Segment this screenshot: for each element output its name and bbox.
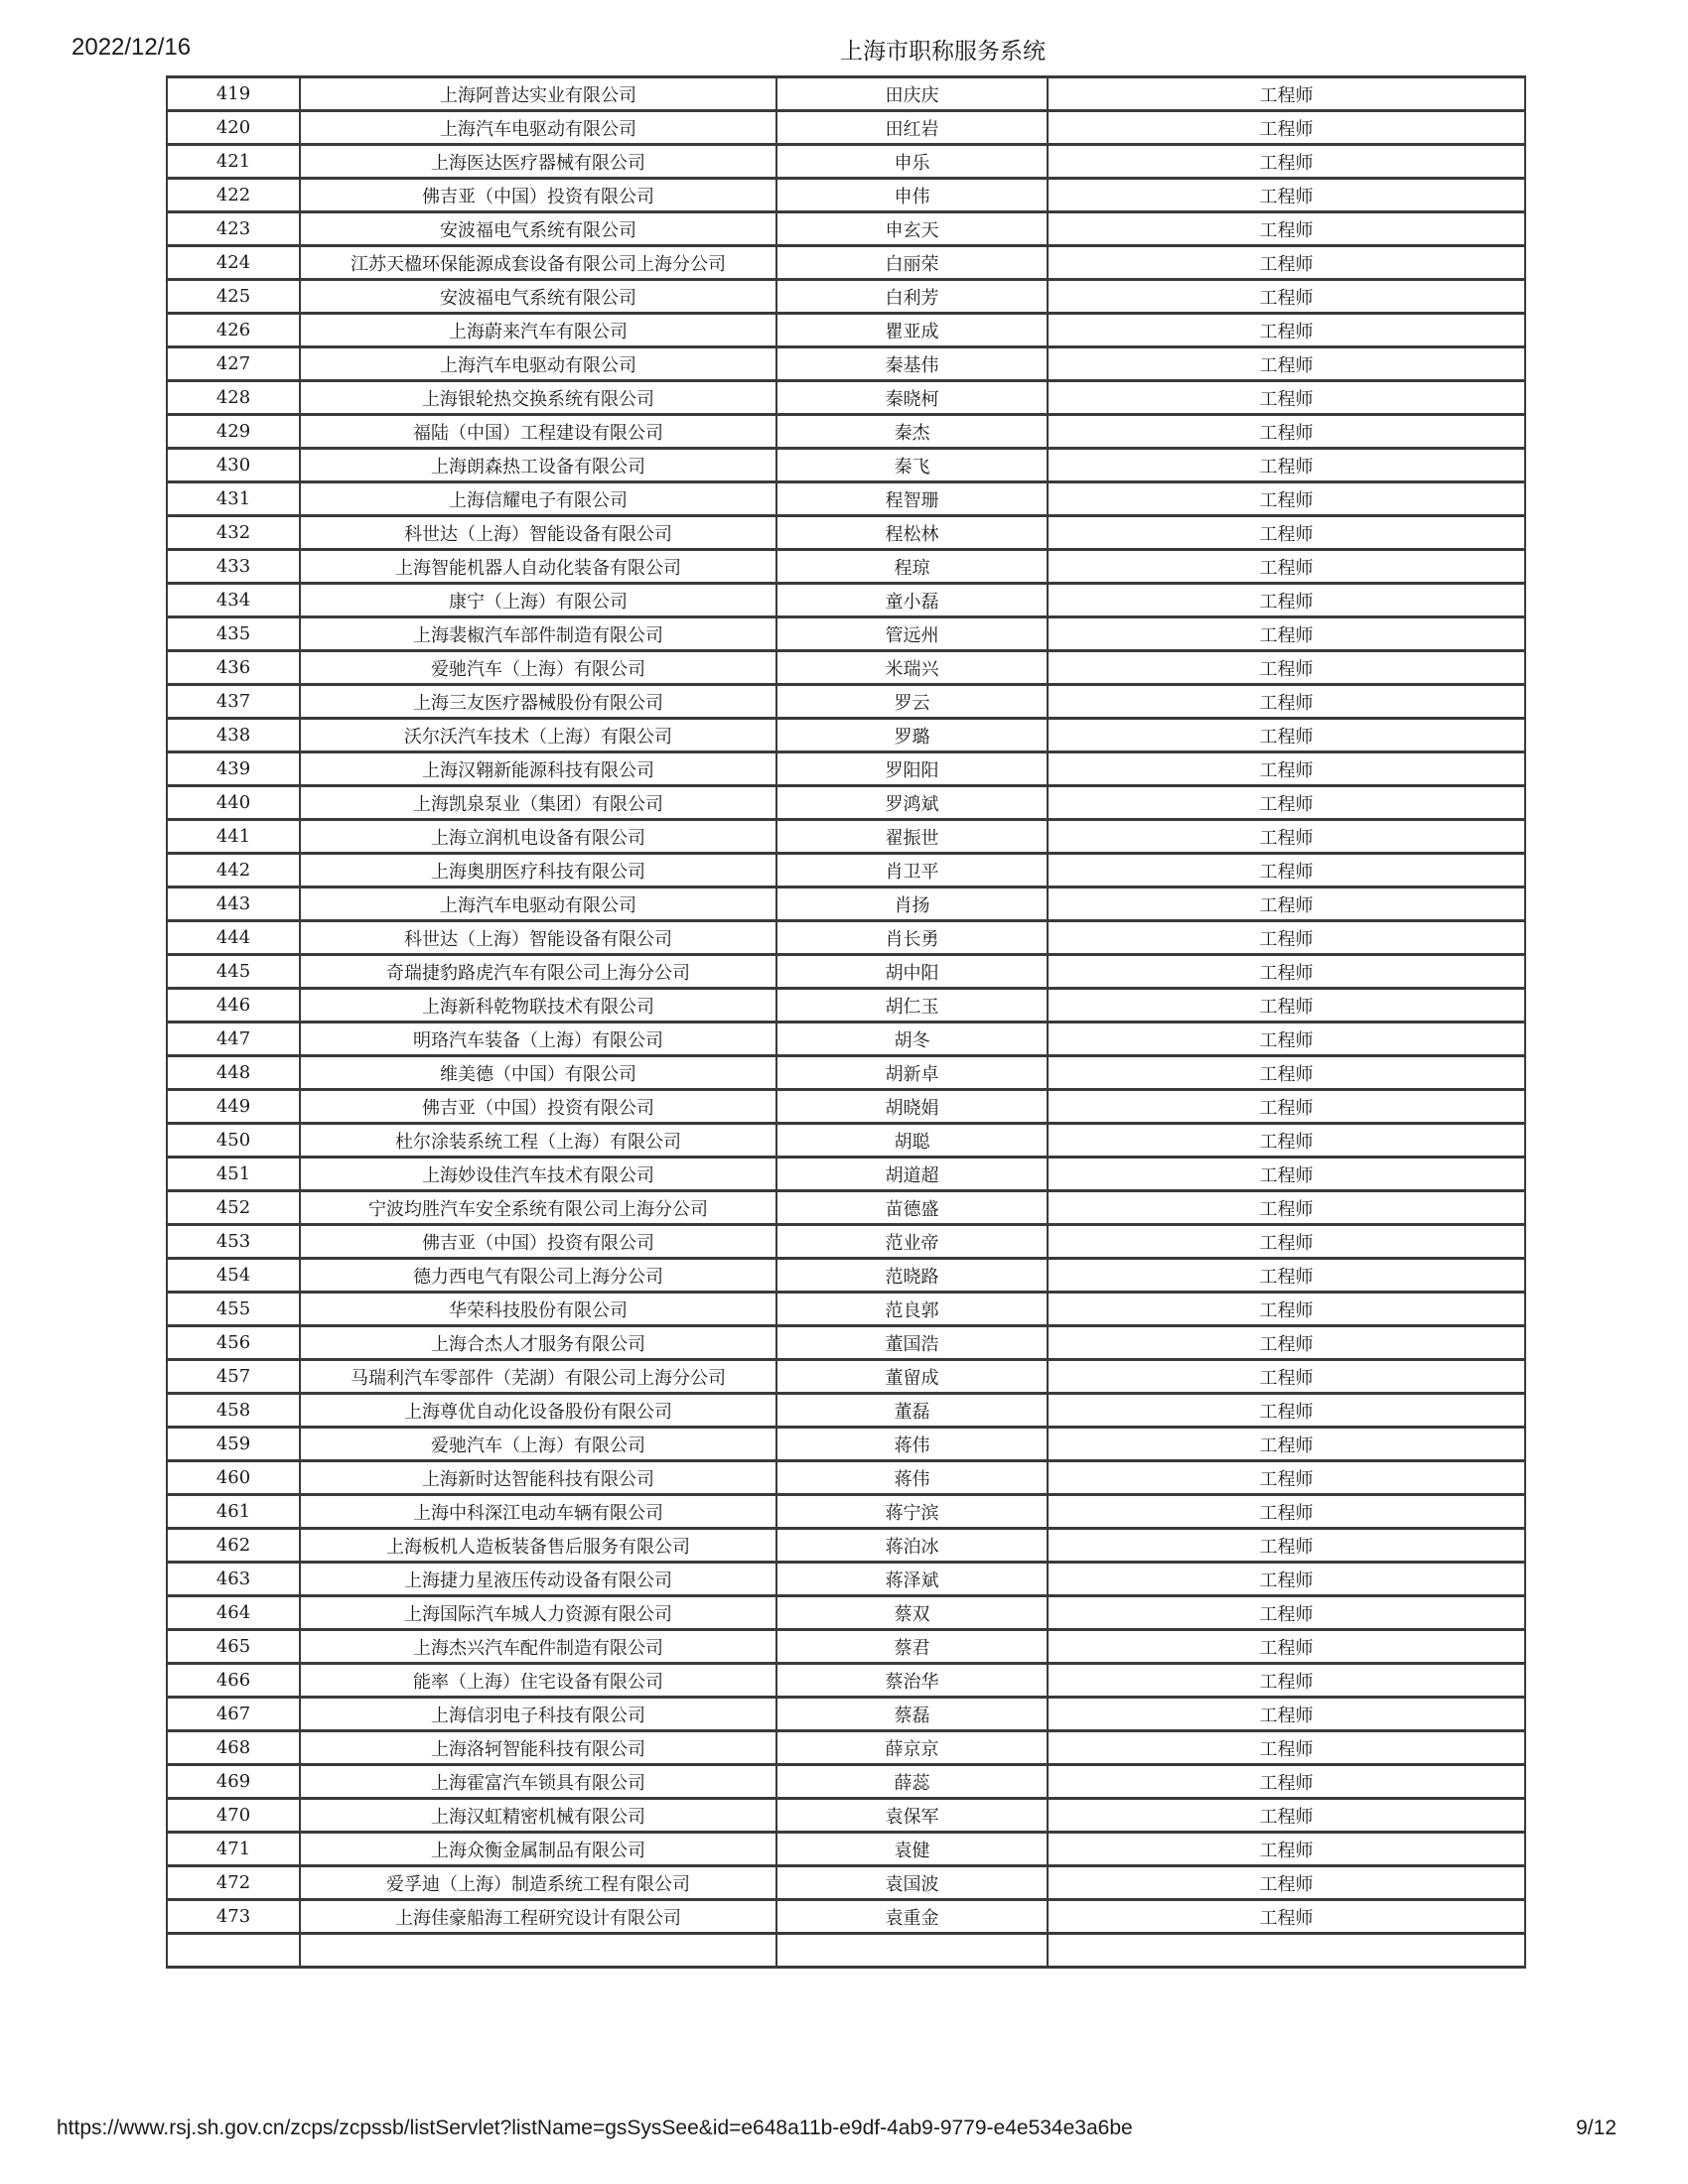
row-number-cell: 432 (167, 516, 300, 550)
table-row (167, 212, 1525, 246)
title-cell: 工程师 (1048, 1799, 1525, 1833)
person-cell: 米瑞兴 (776, 651, 1048, 685)
company-cell: 江苏天楹环保能源成套设备有限公司上海分公司 (300, 246, 776, 280)
print-date: 2022/12/16 (71, 34, 192, 61)
row-number-cell: 448 (167, 1056, 300, 1090)
person-cell: 罗云 (776, 685, 1048, 719)
row-number-cell: 431 (167, 482, 300, 516)
title-cell: 工程师 (1048, 77, 1525, 111)
row-number-cell: 461 (167, 1495, 300, 1529)
company-cell: 上海汽车电驱动有限公司 (300, 347, 776, 381)
row-number-cell: 454 (167, 1259, 300, 1293)
table-row (167, 179, 1525, 212)
person-cell: 范晓路 (776, 1259, 1048, 1293)
title-cell: 工程师 (1048, 1428, 1525, 1461)
company-cell: 马瑞利汽车零部件（芜湖）有限公司上海分公司 (300, 1360, 776, 1394)
company-cell: 上海佳豪船海工程研究设计有限公司 (300, 1900, 776, 1934)
person-cell: 瞿亚成 (776, 314, 1048, 347)
company-cell: 佛吉亚（中国）投资有限公司 (300, 1225, 776, 1259)
title-cell: 工程师 (1048, 482, 1525, 516)
row-number-cell: 471 (167, 1833, 300, 1866)
row-number-cell: 445 (167, 955, 300, 989)
title-cell: 工程师 (1048, 415, 1525, 449)
title-cell: 工程师 (1048, 887, 1525, 921)
title-cell: 工程师 (1048, 1866, 1525, 1900)
row-number-cell: 455 (167, 1293, 300, 1326)
table-row (167, 1698, 1525, 1731)
table-row (167, 1191, 1525, 1225)
title-cell: 工程师 (1048, 1461, 1525, 1495)
title-cell: 工程师 (1048, 314, 1525, 347)
person-cell: 范良郭 (776, 1293, 1048, 1326)
title-cell: 工程师 (1048, 584, 1525, 617)
row-number-cell: 444 (167, 921, 300, 955)
title-cell: 工程师 (1048, 1765, 1525, 1799)
title-cell: 工程师 (1048, 1698, 1525, 1731)
title-cell: 工程师 (1048, 1563, 1525, 1596)
title-cell: 工程师 (1048, 1833, 1525, 1866)
company-cell: 杜尔涂装系统工程（上海）有限公司 (300, 1124, 776, 1158)
person-cell: 董留成 (776, 1360, 1048, 1394)
person-cell: 胡晓娟 (776, 1090, 1048, 1124)
title-cell: 工程师 (1048, 212, 1525, 246)
person-cell: 童小磊 (776, 584, 1048, 617)
company-cell: 上海霍富汽车锁具有限公司 (300, 1765, 776, 1799)
row-number-cell: 437 (167, 685, 300, 719)
table-row (167, 145, 1525, 179)
title-cell: 工程师 (1048, 1394, 1525, 1428)
title-cell: 工程师 (1048, 449, 1525, 482)
title-cell: 工程师 (1048, 989, 1525, 1023)
company-cell: 上海洛轲智能科技有限公司 (300, 1731, 776, 1765)
title-cell (1048, 1934, 1525, 1968)
table-row (167, 1158, 1525, 1191)
row-number-cell: 446 (167, 989, 300, 1023)
table-row (167, 921, 1525, 955)
person-cell: 肖长勇 (776, 921, 1048, 955)
company-cell: 上海合杰人才服务有限公司 (300, 1326, 776, 1360)
title-cell: 工程师 (1048, 786, 1525, 820)
person-cell: 申伟 (776, 179, 1048, 212)
table-row (167, 1900, 1525, 1934)
person-cell: 白利芳 (776, 280, 1048, 314)
row-number-cell: 465 (167, 1630, 300, 1664)
person-cell: 董磊 (776, 1394, 1048, 1428)
person-cell: 申玄天 (776, 212, 1048, 246)
person-cell: 袁国波 (776, 1866, 1048, 1900)
table-row (167, 550, 1525, 584)
company-cell: 上海汉翱新能源科技有限公司 (300, 752, 776, 786)
title-cell: 工程师 (1048, 1529, 1525, 1563)
person-cell: 胡聪 (776, 1124, 1048, 1158)
table-row (167, 820, 1525, 854)
title-cell: 工程师 (1048, 1023, 1525, 1056)
row-number-cell: 441 (167, 820, 300, 854)
company-cell: 上海朗森热工设备有限公司 (300, 449, 776, 482)
table-row (167, 887, 1525, 921)
person-cell: 袁重金 (776, 1900, 1048, 1934)
table-row (167, 314, 1525, 347)
company-cell: 佛吉亚（中国）投资有限公司 (300, 1090, 776, 1124)
title-cell: 工程师 (1048, 651, 1525, 685)
company-cell: 上海汽车电驱动有限公司 (300, 111, 776, 145)
row-number-cell: 463 (167, 1563, 300, 1596)
table-row (167, 111, 1525, 145)
company-cell: 康宁（上海）有限公司 (300, 584, 776, 617)
person-cell: 袁健 (776, 1833, 1048, 1866)
table-row (167, 1461, 1525, 1495)
company-cell: 德力西电气有限公司上海分公司 (300, 1259, 776, 1293)
company-cell: 上海新时达智能科技有限公司 (300, 1461, 776, 1495)
table-row (167, 449, 1525, 482)
row-number-cell: 429 (167, 415, 300, 449)
company-cell: 上海裴椒汽车部件制造有限公司 (300, 617, 776, 651)
person-cell: 蒋泊冰 (776, 1529, 1048, 1563)
table-row (167, 1799, 1525, 1833)
page-title: 上海市职称服务系统 (840, 38, 1046, 64)
title-cell: 工程师 (1048, 685, 1525, 719)
person-cell: 薛蕊 (776, 1765, 1048, 1799)
row-number-cell: 451 (167, 1158, 300, 1191)
row-number-cell: 430 (167, 449, 300, 482)
company-cell: 爱驰汽车（上海）有限公司 (300, 651, 776, 685)
title-cell: 工程师 (1048, 1596, 1525, 1630)
title-cell: 工程师 (1048, 1293, 1525, 1326)
person-cell: 胡新卓 (776, 1056, 1048, 1090)
person-cell: 袁保军 (776, 1799, 1048, 1833)
row-number-cell: 436 (167, 651, 300, 685)
company-cell: 上海中科深江电动车辆有限公司 (300, 1495, 776, 1529)
title-cell: 工程师 (1048, 1630, 1525, 1664)
title-cell: 工程师 (1048, 1191, 1525, 1225)
row-number-cell: 427 (167, 347, 300, 381)
company-cell: 上海医达医疗器械有限公司 (300, 145, 776, 179)
person-cell: 胡中阳 (776, 955, 1048, 989)
table-row (167, 1866, 1525, 1900)
company-cell: 上海汉虹精密机械有限公司 (300, 1799, 776, 1833)
row-number-cell: 462 (167, 1529, 300, 1563)
table-row (167, 1326, 1525, 1360)
row-number-cell: 443 (167, 887, 300, 921)
table-row (167, 1360, 1525, 1394)
title-cell: 工程师 (1048, 752, 1525, 786)
row-number-cell: 473 (167, 1900, 300, 1934)
title-cell: 工程师 (1048, 280, 1525, 314)
table-row (167, 1495, 1525, 1529)
table-row (167, 415, 1525, 449)
row-number-cell: 458 (167, 1394, 300, 1428)
company-cell: 上海智能机器人自动化装备有限公司 (300, 550, 776, 584)
company-cell: 科世达（上海）智能设备有限公司 (300, 921, 776, 955)
person-cell: 田红岩 (776, 111, 1048, 145)
company-cell: 上海银轮热交换系统有限公司 (300, 381, 776, 415)
company-cell: 上海信耀电子有限公司 (300, 482, 776, 516)
table-row (167, 381, 1525, 415)
person-cell: 薛京京 (776, 1731, 1048, 1765)
row-number-cell: 428 (167, 381, 300, 415)
row-number-cell: 435 (167, 617, 300, 651)
person-cell: 胡冬 (776, 1023, 1048, 1056)
person-cell: 秦晓柯 (776, 381, 1048, 415)
company-cell: 明珞汽车装备（上海）有限公司 (300, 1023, 776, 1056)
table-row (167, 651, 1525, 685)
person-cell: 胡仁玉 (776, 989, 1048, 1023)
row-number-cell: 449 (167, 1090, 300, 1124)
table-row (167, 1529, 1525, 1563)
person-cell: 罗阳阳 (776, 752, 1048, 786)
records-body (167, 77, 1525, 1968)
row-number-cell: 420 (167, 111, 300, 145)
title-cell: 工程师 (1048, 179, 1525, 212)
title-cell: 工程师 (1048, 1731, 1525, 1765)
row-number-cell: 425 (167, 280, 300, 314)
title-cell: 工程师 (1048, 1090, 1525, 1124)
table-row (167, 752, 1525, 786)
title-cell: 工程师 (1048, 1225, 1525, 1259)
title-cell: 工程师 (1048, 550, 1525, 584)
company-cell: 佛吉亚（中国）投资有限公司 (300, 179, 776, 212)
row-number-cell: 423 (167, 212, 300, 246)
company-cell: 能率（上海）住宅设备有限公司 (300, 1664, 776, 1698)
company-cell: 华荣科技股份有限公司 (300, 1293, 776, 1326)
table-row (167, 1596, 1525, 1630)
person-cell: 管远州 (776, 617, 1048, 651)
table-row (167, 786, 1525, 820)
table-row (167, 1664, 1525, 1698)
table-row (167, 1124, 1525, 1158)
row-number-cell: 456 (167, 1326, 300, 1360)
row-number-cell: 452 (167, 1191, 300, 1225)
row-number-cell: 464 (167, 1596, 300, 1630)
title-cell: 工程师 (1048, 1495, 1525, 1529)
title-cell: 工程师 (1048, 820, 1525, 854)
table-row (167, 1731, 1525, 1765)
company-cell: 上海三友医疗器械股份有限公司 (300, 685, 776, 719)
table-row (167, 1563, 1525, 1596)
table-row (167, 989, 1525, 1023)
company-cell: 爱孚迪（上海）制造系统工程有限公司 (300, 1866, 776, 1900)
row-number-cell: 421 (167, 145, 300, 179)
person-cell: 秦基伟 (776, 347, 1048, 381)
table-row (167, 1259, 1525, 1293)
footer-url: https://www.rsj.sh.gov.cn/zcps/zcpssb/listServlet?listName=gsSysSee&id=e648a11b-e9df-4ab9-9779-e4e534e3a6be (57, 2116, 1133, 2139)
person-cell: 蒋伟 (776, 1461, 1048, 1495)
company-cell: 宁波均胜汽车安全系统有限公司上海分公司 (300, 1191, 776, 1225)
person-cell: 白丽荣 (776, 246, 1048, 280)
table-row (167, 347, 1525, 381)
row-number-cell: 457 (167, 1360, 300, 1394)
company-cell: 上海妙设佳汽车技术有限公司 (300, 1158, 776, 1191)
table-row (167, 1394, 1525, 1428)
table-row (167, 1225, 1525, 1259)
person-cell: 罗璐 (776, 719, 1048, 752)
table-row (167, 246, 1525, 280)
table-row (167, 1765, 1525, 1799)
person-cell: 胡道超 (776, 1158, 1048, 1191)
table-row (167, 685, 1525, 719)
row-number-cell: 468 (167, 1731, 300, 1765)
records-table-container (166, 75, 1528, 2109)
title-cell: 工程师 (1048, 145, 1525, 179)
table-row (167, 1090, 1525, 1124)
title-cell: 工程师 (1048, 1259, 1525, 1293)
row-number-cell: 433 (167, 550, 300, 584)
row-number-cell: 424 (167, 246, 300, 280)
table-row (167, 1023, 1525, 1056)
table-row (167, 516, 1525, 550)
company-cell: 上海捷力星液压传动设备有限公司 (300, 1563, 776, 1596)
table-row (167, 584, 1525, 617)
title-cell: 工程师 (1048, 347, 1525, 381)
row-number-cell: 422 (167, 179, 300, 212)
company-cell: 上海杰兴汽车配件制造有限公司 (300, 1630, 776, 1664)
company-cell: 上海国际汽车城人力资源有限公司 (300, 1596, 776, 1630)
person-cell: 程松林 (776, 516, 1048, 550)
table-row (167, 1428, 1525, 1461)
person-cell: 蒋伟 (776, 1428, 1048, 1461)
table-row (167, 719, 1525, 752)
person-cell: 董国浩 (776, 1326, 1048, 1360)
company-cell: 上海信羽电子科技有限公司 (300, 1698, 776, 1731)
table-row (167, 955, 1525, 989)
table-row (167, 1833, 1525, 1866)
company-cell: 上海新科乾物联技术有限公司 (300, 989, 776, 1023)
row-number-cell: 467 (167, 1698, 300, 1731)
company-cell: 沃尔沃汽车技术（上海）有限公司 (300, 719, 776, 752)
title-cell: 工程师 (1048, 617, 1525, 651)
company-cell: 上海众衡金属制品有限公司 (300, 1833, 776, 1866)
person-cell: 蒋宁滨 (776, 1495, 1048, 1529)
title-cell: 工程师 (1048, 1900, 1525, 1934)
company-cell: 上海尊优自动化设备股份有限公司 (300, 1394, 776, 1428)
person-cell: 申乐 (776, 145, 1048, 179)
company-cell: 科世达（上海）智能设备有限公司 (300, 516, 776, 550)
title-cell: 工程师 (1048, 1326, 1525, 1360)
title-cell: 工程师 (1048, 1158, 1525, 1191)
company-cell: 上海板机人造板装备售后服务有限公司 (300, 1529, 776, 1563)
table-row (167, 1630, 1525, 1664)
title-cell: 工程师 (1048, 111, 1525, 145)
company-cell: 安波福电气系统有限公司 (300, 212, 776, 246)
table-row (167, 482, 1525, 516)
title-cell: 工程师 (1048, 516, 1525, 550)
row-number-cell: 470 (167, 1799, 300, 1833)
row-number-cell: 426 (167, 314, 300, 347)
company-cell: 上海蔚来汽车有限公司 (300, 314, 776, 347)
title-cell: 工程师 (1048, 1664, 1525, 1698)
person-cell (776, 1934, 1048, 1968)
title-cell: 工程师 (1048, 719, 1525, 752)
person-cell: 翟振世 (776, 820, 1048, 854)
row-number-cell: 469 (167, 1765, 300, 1799)
person-cell: 蒋泽斌 (776, 1563, 1048, 1596)
company-cell: 维美德（中国）有限公司 (300, 1056, 776, 1090)
person-cell: 蔡君 (776, 1630, 1048, 1664)
row-number-cell (167, 1934, 300, 1968)
person-cell: 肖卫平 (776, 854, 1048, 887)
row-number-cell: 453 (167, 1225, 300, 1259)
title-cell: 工程师 (1048, 246, 1525, 280)
company-cell: 上海立润机电设备有限公司 (300, 820, 776, 854)
company-cell: 上海奥朋医疗科技有限公司 (300, 854, 776, 887)
person-cell: 田庆庆 (776, 77, 1048, 111)
person-cell: 肖扬 (776, 887, 1048, 921)
company-cell: 奇瑞捷豹路虎汽车有限公司上海分公司 (300, 955, 776, 989)
person-cell: 秦飞 (776, 449, 1048, 482)
row-number-cell: 442 (167, 854, 300, 887)
company-cell: 福陆（中国）工程建设有限公司 (300, 415, 776, 449)
title-cell: 工程师 (1048, 921, 1525, 955)
person-cell: 苗德盛 (776, 1191, 1048, 1225)
title-cell: 工程师 (1048, 381, 1525, 415)
partial-row (167, 1934, 1525, 1968)
company-cell: 上海凯泉泵业（集团）有限公司 (300, 786, 776, 820)
row-number-cell: 460 (167, 1461, 300, 1495)
title-cell: 工程师 (1048, 854, 1525, 887)
title-cell: 工程师 (1048, 1360, 1525, 1394)
row-number-cell: 472 (167, 1866, 300, 1900)
table-row (167, 1056, 1525, 1090)
person-cell: 程智珊 (776, 482, 1048, 516)
page-indicator: 9/12 (1576, 2116, 1617, 2139)
person-cell: 蔡双 (776, 1596, 1048, 1630)
table-row (167, 280, 1525, 314)
row-number-cell: 466 (167, 1664, 300, 1698)
row-number-cell: 447 (167, 1023, 300, 1056)
person-cell: 蔡治华 (776, 1664, 1048, 1698)
row-number-cell: 440 (167, 786, 300, 820)
person-cell: 罗鸿斌 (776, 786, 1048, 820)
title-cell: 工程师 (1048, 1056, 1525, 1090)
company-cell: 上海汽车电驱动有限公司 (300, 887, 776, 921)
title-cell: 工程师 (1048, 1124, 1525, 1158)
company-cell: 安波福电气系统有限公司 (300, 280, 776, 314)
table-row (167, 1293, 1525, 1326)
person-cell: 程琼 (776, 550, 1048, 584)
row-number-cell: 438 (167, 719, 300, 752)
company-cell (300, 1934, 776, 1968)
table-row (167, 854, 1525, 887)
company-cell: 爱驰汽车（上海）有限公司 (300, 1428, 776, 1461)
table-row (167, 77, 1525, 111)
row-number-cell: 434 (167, 584, 300, 617)
person-cell: 范业帝 (776, 1225, 1048, 1259)
row-number-cell: 459 (167, 1428, 300, 1461)
person-cell: 秦杰 (776, 415, 1048, 449)
row-number-cell: 439 (167, 752, 300, 786)
person-cell: 蔡磊 (776, 1698, 1048, 1731)
title-cell: 工程师 (1048, 955, 1525, 989)
row-number-cell: 419 (167, 77, 300, 111)
records-table (166, 75, 1526, 1969)
row-number-cell: 450 (167, 1124, 300, 1158)
company-cell: 上海阿普达实业有限公司 (300, 77, 776, 111)
table-row (167, 617, 1525, 651)
